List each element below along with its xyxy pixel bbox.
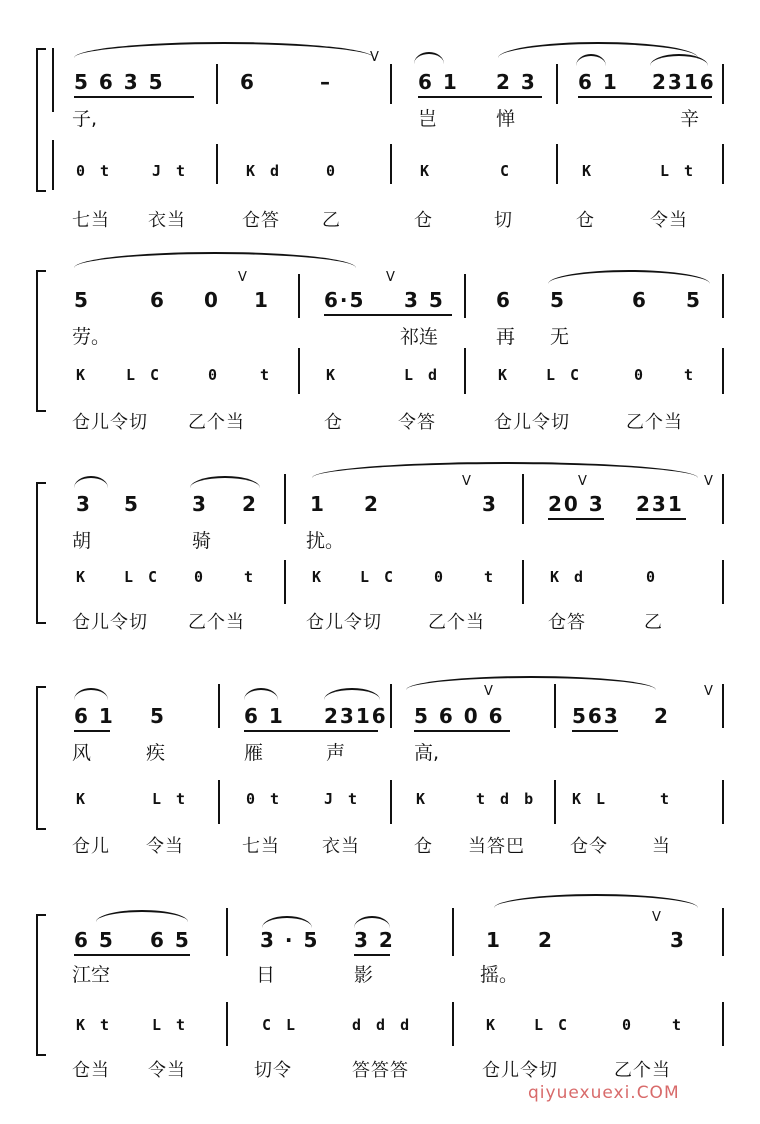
underline — [244, 730, 378, 732]
underline — [572, 730, 618, 732]
breath-mark: V — [704, 474, 713, 489]
lyric-row — [0, 738, 760, 768]
percussion-syllable: 仓 — [414, 210, 433, 231]
note-group: 3 5 — [404, 288, 445, 312]
slur — [74, 42, 374, 58]
percussion-syllable: 当答巴 — [468, 836, 525, 857]
slur — [414, 52, 444, 64]
underline — [636, 518, 686, 520]
slur — [494, 894, 698, 908]
note-group: 563 — [572, 704, 620, 728]
lyric: 风 — [72, 742, 92, 764]
note-group: 2 3 — [496, 70, 537, 94]
percussion-syllable: 仓当 — [72, 1060, 110, 1081]
percussion-code-row — [0, 366, 760, 396]
note: 5 — [150, 704, 166, 728]
lyric: 雁 — [244, 742, 264, 764]
score-system-4 — [0, 676, 760, 856]
percussion-code: t d b — [476, 790, 537, 808]
percussion-syllable: 仓令 — [570, 836, 608, 857]
lyric: 声 — [326, 742, 346, 764]
note: 1 — [310, 492, 326, 516]
note-group: 5 6 3 5 — [74, 70, 165, 94]
note: 5 — [550, 288, 566, 312]
slur — [74, 252, 356, 268]
note-group: 6 — [240, 70, 256, 94]
percussion-code: C — [500, 162, 513, 180]
notation-row — [0, 704, 760, 734]
percussion-code-row — [0, 568, 760, 598]
breath-mark: V — [652, 910, 661, 925]
note-group: 3 2 — [354, 928, 395, 952]
slur — [190, 476, 260, 488]
underline — [354, 954, 390, 956]
percussion-code-row — [0, 790, 760, 820]
percussion-code: t — [684, 366, 697, 384]
percussion-code: K — [416, 790, 429, 808]
score-system-1 — [0, 40, 760, 200]
note: 3 — [76, 492, 92, 516]
percussion-syllable: 切 — [494, 210, 513, 231]
note-group: 231 — [636, 492, 684, 516]
percussion-code: L C — [360, 568, 397, 586]
lyric: 再 — [496, 326, 516, 348]
note: 3 — [482, 492, 498, 516]
percussion-code: K — [312, 568, 325, 586]
slur — [324, 688, 380, 700]
percussion-code: t — [484, 568, 497, 586]
lyric: 江空 — [72, 964, 111, 986]
percussion-syllable: 令当 — [650, 210, 688, 231]
percussion-sound-row — [0, 408, 760, 438]
note: 2 — [654, 704, 670, 728]
note-group: 6·5 — [324, 288, 366, 312]
lyric: 骑 — [192, 530, 212, 552]
note-group: 6 1 — [74, 704, 115, 728]
percussion-code: t — [672, 1016, 685, 1034]
percussion-code: K — [582, 162, 595, 180]
percussion-sound-row — [0, 608, 760, 638]
percussion-code: 0 — [194, 568, 207, 586]
lyric-row — [0, 526, 760, 556]
percussion-syllable: 衣当 — [322, 836, 360, 857]
slur — [354, 916, 390, 928]
percussion-syllable: 仓答 — [548, 612, 586, 633]
percussion-syllable: 七当 — [72, 210, 110, 231]
percussion-code: L C — [534, 1016, 571, 1034]
percussion-code: 0 t — [246, 790, 283, 808]
underline — [74, 954, 190, 956]
breath-mark: V — [238, 270, 247, 285]
percussion-code: 0 t — [76, 162, 113, 180]
percussion-syllable: 仓儿令切 — [306, 612, 382, 633]
percussion-code: J t — [324, 790, 361, 808]
percussion-syllable: 七当 — [242, 836, 280, 857]
percussion-syllable: 令当 — [146, 836, 184, 857]
percussion-code: K — [486, 1016, 499, 1034]
lyric: 祁连 — [400, 326, 439, 348]
note-group: 6 5 — [150, 928, 191, 952]
note: 2 — [242, 492, 258, 516]
percussion-code-row — [0, 162, 760, 192]
lyric: 日 — [256, 964, 276, 986]
percussion-syllable: 乙个当 — [428, 612, 485, 633]
percussion-code: d d d — [352, 1016, 413, 1034]
percussion-code: 0 — [646, 568, 659, 586]
note: 3 — [192, 492, 208, 516]
slur — [406, 676, 656, 690]
breath-mark: V — [386, 270, 395, 285]
percussion-code: L d — [404, 366, 441, 384]
percussion-syllable: 答答答 — [352, 1060, 409, 1081]
percussion-sound-row — [0, 1056, 760, 1086]
note-group: 6 1 — [244, 704, 285, 728]
note: 5 — [74, 288, 90, 312]
underline — [418, 96, 542, 98]
percussion-syllable: 仓儿 — [72, 836, 110, 857]
percussion-code: K — [498, 366, 511, 384]
percussion-code: C L — [262, 1016, 299, 1034]
underline — [578, 96, 712, 98]
percussion-syllable: 乙个当 — [188, 412, 245, 433]
lyric: 摇。 — [480, 964, 519, 986]
percussion-code: K — [420, 162, 433, 180]
percussion-code: K d — [550, 568, 587, 586]
percussion-code: 0 — [326, 162, 339, 180]
percussion-code: L t — [152, 790, 189, 808]
note-group: 2316 — [324, 704, 388, 728]
percussion-code: K — [326, 366, 339, 384]
percussion-syllable: 仓儿令切 — [72, 412, 148, 433]
percussion-syllable: 乙个当 — [614, 1060, 671, 1081]
underline — [548, 518, 604, 520]
slur — [74, 688, 108, 700]
percussion-sound-row — [0, 832, 760, 862]
lyric-row — [0, 322, 760, 352]
note: 3 — [670, 928, 686, 952]
percussion-syllable: 当 — [652, 836, 671, 857]
percussion-code: t — [660, 790, 673, 808]
percussion-sound-row — [0, 206, 760, 236]
lyric: 岂 — [418, 108, 438, 130]
percussion-syllable: 令当 — [148, 1060, 186, 1081]
note-group: 5 6 0 6 — [414, 704, 505, 728]
breath-mark: V — [578, 474, 587, 489]
percussion-code: K — [76, 366, 89, 384]
percussion-syllable: 仓 — [576, 210, 595, 231]
lyric: 子, — [72, 108, 98, 130]
percussion-code: L t — [152, 1016, 189, 1034]
lyric: 扰。 — [306, 530, 345, 552]
percussion-code: L C — [126, 366, 163, 384]
note: 6 — [150, 288, 166, 312]
percussion-code: t — [260, 366, 273, 384]
note: 5 — [686, 288, 702, 312]
breath-mark: V — [370, 50, 379, 65]
note-group: 20 3 — [548, 492, 605, 516]
lyric-row — [0, 960, 760, 990]
note: 1 — [486, 928, 502, 952]
lyric: 辛 — [680, 108, 700, 130]
percussion-syllable: 令答 — [398, 412, 436, 433]
percussion-code: K — [76, 790, 89, 808]
score-system-3 — [0, 462, 760, 642]
percussion-syllable: 仓答 — [242, 210, 280, 231]
slur — [74, 476, 108, 488]
underline — [74, 730, 110, 732]
note: 0 — [204, 288, 220, 312]
note-group: 6 1 — [418, 70, 459, 94]
note-group: 6 1 — [578, 70, 619, 94]
underline — [74, 96, 194, 98]
percussion-code: L C — [124, 568, 161, 586]
underline — [324, 314, 452, 316]
lyric: 影 — [354, 964, 374, 986]
note-group: – — [320, 70, 332, 94]
note: 6 — [496, 288, 512, 312]
percussion-code-row — [0, 1016, 760, 1046]
percussion-syllable: 切令 — [254, 1060, 292, 1081]
note: 2 — [538, 928, 554, 952]
percussion-code: K d — [246, 162, 283, 180]
percussion-syllable: 仓 — [414, 836, 433, 857]
note: 6 — [632, 288, 648, 312]
note-group: 2316 — [652, 70, 716, 94]
slur — [262, 916, 312, 928]
percussion-code: t — [244, 568, 257, 586]
lyric: 劳。 — [72, 326, 111, 348]
percussion-code: 0 — [434, 568, 447, 586]
percussion-code: L t — [660, 162, 697, 180]
breath-mark: V — [484, 684, 493, 699]
percussion-code: K — [76, 568, 89, 586]
note-group: 6 5 — [74, 928, 115, 952]
lyric: 惮 — [496, 108, 516, 130]
note: 1 — [254, 288, 270, 312]
lyric-row — [0, 104, 760, 134]
percussion-syllable: 仓儿令切 — [494, 412, 570, 433]
percussion-code: L C — [546, 366, 583, 384]
note: 2 — [364, 492, 380, 516]
slur — [244, 688, 278, 700]
percussion-syllable: 仓儿令切 — [72, 612, 148, 633]
lyric: 胡 — [72, 530, 92, 552]
slur — [548, 270, 710, 284]
percussion-syllable: 乙个当 — [626, 412, 683, 433]
score-system-2 — [0, 252, 760, 433]
slur — [96, 910, 188, 922]
percussion-code: K t — [76, 1016, 113, 1034]
note: 5 — [124, 492, 140, 516]
breath-mark: V — [462, 474, 471, 489]
note-group: 3 · 5 — [260, 928, 320, 952]
slur — [312, 462, 698, 478]
underline — [414, 730, 510, 732]
percussion-code: 0 — [622, 1016, 635, 1034]
lyric: 疾 — [146, 742, 166, 764]
percussion-code: K L — [572, 790, 609, 808]
percussion-code: 0 — [208, 366, 221, 384]
percussion-syllable: 乙个当 — [188, 612, 245, 633]
lyric: 无 — [550, 326, 570, 348]
site-watermark: qiyuexuexi.COM — [528, 1083, 680, 1103]
score-system-5 — [0, 890, 760, 1080]
percussion-syllable: 衣当 — [148, 210, 186, 231]
percussion-code: 0 — [634, 366, 647, 384]
breath-mark: V — [704, 684, 713, 699]
percussion-syllable: 仓儿令切 — [482, 1060, 558, 1081]
lyric: 高, — [414, 742, 440, 764]
percussion-syllable: 仓 — [324, 412, 343, 433]
percussion-code: J t — [152, 162, 189, 180]
percussion-syllable: 乙 — [322, 210, 341, 231]
percussion-syllable: 乙 — [644, 612, 663, 633]
